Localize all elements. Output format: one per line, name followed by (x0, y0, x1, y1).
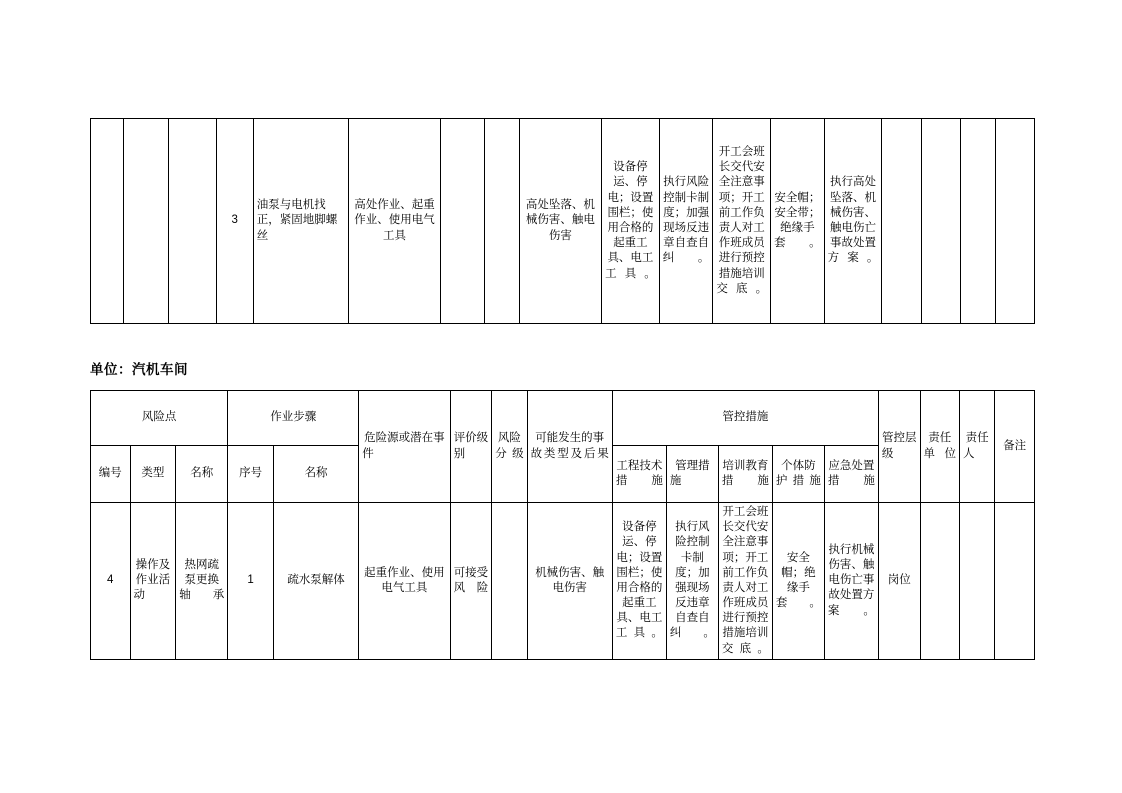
header-remark: 备注 (995, 391, 1035, 503)
header-engineering-measures: 工程技术措施 (612, 446, 666, 503)
header-work-step-name: 名称 (273, 446, 358, 503)
cell-ppe-measures: 安全帽；绝缘手套。 (772, 503, 824, 660)
unit-label: 单位：汽机车间 (90, 362, 188, 377)
header-responsible-person: 责任人 (960, 391, 995, 503)
header-control-measures: 管控措施 (612, 391, 878, 446)
cell-hazard-source: 高处作业、起重作业、使用电气工具 (348, 119, 441, 324)
cell-risk-point-name (169, 119, 216, 324)
cell-engineering-measures: 设备停运、停电；设置围栏；使用合格的起重工具、电工工具。 (612, 503, 666, 660)
cell-eval-level: 可接受风险 (450, 503, 492, 660)
cell-responsible-unit (921, 119, 960, 324)
header-work-step-no: 序号 (228, 446, 274, 503)
cell-risk-level (492, 503, 527, 660)
header-work-step: 作业步骤 (228, 391, 359, 446)
header-risk-point-name: 名称 (176, 446, 228, 503)
cell-hazard-source: 起重作业、使用电气工具 (359, 503, 450, 660)
table-row (91, 503, 1035, 660)
header-accident-type: 可能发生的事故类型及后果 (527, 391, 612, 503)
header-responsible-unit: 责任单位 (920, 391, 960, 503)
cell-emergency-measures: 执行高处坠落、机械伤害、触电伤亡事故处置方案。 (824, 119, 882, 324)
cell-training-measures: 开工会班长交代安全注意事项；开工前工作负责人对工作班成员进行预控措施培训交底。 (713, 119, 771, 324)
cell-management-measures: 执行风险控制卡制度；加强现场反违章自查自纠。 (666, 503, 718, 660)
document-content (90, 0, 1035, 660)
cell-remark (995, 119, 1034, 324)
cell-step-name: 油泵与电机找正，紧固地脚螺丝 (253, 119, 348, 324)
header-row-1 (91, 391, 1035, 446)
header-ppe-measures: 个体防护措施 (772, 446, 824, 503)
header-risk-level: 风险分级 (492, 391, 527, 503)
cell-responsible-person (960, 119, 995, 324)
header-control-level: 管控层级 (878, 391, 920, 503)
cell-step-no: 1 (228, 503, 274, 660)
cell-risk-point-type (123, 119, 168, 324)
header-emergency-measures: 应急处置措施 (824, 446, 878, 503)
header-training-measures: 培训教育措施 (718, 446, 772, 503)
cell-accident-type: 高处坠落、机械伤害、触电伤害 (519, 119, 601, 324)
header-risk-point-type: 类型 (130, 446, 176, 503)
cell-step-no: 3 (216, 119, 253, 324)
cell-risk-point-type: 操作及作业活动 (130, 503, 176, 660)
cell-risk-point-no (91, 119, 124, 324)
header-hazard-source: 危险源或潜在事件 (359, 391, 450, 503)
cell-risk-level (484, 119, 519, 324)
cell-responsible-unit (920, 503, 960, 660)
cell-accident-type: 机械伤害、触电伤害 (527, 503, 612, 660)
cell-emergency-measures: 执行机械伤害、触电伤亡事故处置方案。 (824, 503, 878, 660)
cell-training-measures: 开工会班长交代安全注意事项；开工前工作负责人对工作班成员进行预控措施培训交底。 (718, 503, 772, 660)
continuation-table (90, 118, 1035, 324)
cell-control-level: 岗位 (878, 503, 920, 660)
header-management-measures: 管理措施 (666, 446, 718, 503)
cell-remark (995, 503, 1035, 660)
cell-engineering-measures: 设备停运、停电；设置围栏；使用合格的起重工具、电工工具。 (602, 119, 660, 324)
cell-step-name: 疏水泵解体 (273, 503, 358, 660)
header-eval-level: 评价级别 (450, 391, 492, 503)
cell-ppe-measures: 安全帽；安全带；绝缘手套。 (771, 119, 825, 324)
cell-control-level (882, 119, 921, 324)
header-risk-point: 风险点 (91, 391, 228, 446)
cell-responsible-person (960, 503, 995, 660)
cell-management-measures: 执行风险控制卡制度；加强现场反违章自查自纠。 (659, 119, 713, 324)
risk-control-table (90, 390, 1035, 660)
table-row (91, 119, 1035, 324)
cell-risk-point-no: 4 (91, 503, 131, 660)
cell-risk-point-name: 热网疏泵更换轴承 (176, 503, 228, 660)
cell-eval-level (441, 119, 484, 324)
header-risk-point-no: 编号 (91, 446, 131, 503)
